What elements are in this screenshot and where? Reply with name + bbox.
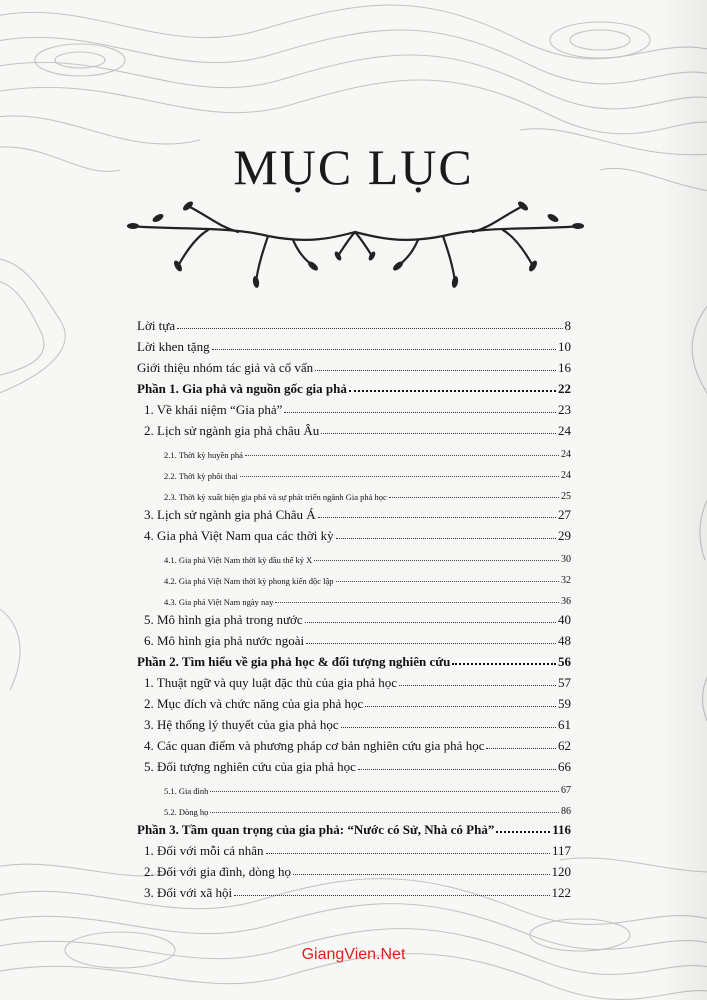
toc-entry[interactable] <box>137 670 571 691</box>
toc-page-number: 25 <box>561 491 571 502</box>
dot-leader <box>305 622 556 623</box>
toc-page-number: 32 <box>561 575 571 586</box>
dot-leader <box>486 748 556 749</box>
toc-entry-title: Phần 1. Gia phả và nguồn gốc gia phả <box>137 381 347 396</box>
toc-page-number: 36 <box>561 596 571 607</box>
dot-leader <box>358 769 556 770</box>
dot-leader <box>336 538 556 539</box>
toc-entry-title: Phần 2. Tìm hiểu về gia phả học & đối tượng nghiên cứu <box>137 654 451 669</box>
dot-leader <box>275 602 559 603</box>
toc-page-number: 8 <box>564 318 571 333</box>
toc-page-number: 10 <box>558 339 571 354</box>
toc-entry[interactable] <box>137 460 571 481</box>
toc-entry[interactable] <box>137 775 571 796</box>
dot-leader <box>341 727 556 728</box>
toc-page-number: 62 <box>558 738 571 753</box>
dot-leader <box>212 349 556 350</box>
toc-entry[interactable] <box>137 796 571 817</box>
toc-entry[interactable] <box>137 313 571 334</box>
toc-entry[interactable] <box>137 880 571 901</box>
dot-leader <box>452 663 556 665</box>
toc-entry[interactable] <box>137 691 571 712</box>
branch-ornament-icon <box>118 196 593 288</box>
toc-entry[interactable] <box>137 712 571 733</box>
toc-page-number: 22 <box>558 381 571 396</box>
toc-entry[interactable] <box>137 418 571 439</box>
toc-entry-title: 4. Gia phả Việt Nam qua các thời kỳ <box>144 528 334 543</box>
toc-entry-title: 2.2. Thời kỳ phôi thai <box>164 471 238 481</box>
toc-entry[interactable] <box>137 439 571 460</box>
toc-entry[interactable] <box>137 733 571 754</box>
toc-entry-title: Phần 3. Tầm quan trọng của gia phả: “Nước có Sử, Nhà có Phả” <box>137 822 495 837</box>
toc-page-number: 117 <box>551 843 571 858</box>
toc-part-heading[interactable] <box>137 817 571 838</box>
toc-page-number: 24 <box>558 423 571 438</box>
toc-entry-title: 2.1. Thời kỳ huyền phả <box>164 450 243 460</box>
toc-entry-title: 3. Lịch sử ngành gia phả Châu Á <box>144 507 316 522</box>
toc-entry[interactable] <box>137 397 571 418</box>
toc-entry-title: 4. Các quan điểm và phương pháp cơ bản nghiên cứu gia phả học <box>144 738 485 753</box>
toc-entry-title: 1. Thuật ngữ và quy luật đặc thù của gia phả học <box>144 675 398 690</box>
toc-entry-title: 2. Mục đích và chức năng của gia phả học <box>144 696 364 711</box>
toc-part-heading[interactable] <box>137 376 571 397</box>
dot-leader <box>365 706 556 707</box>
dot-leader <box>177 328 562 329</box>
toc-entry-title: 3. Đối với xã hội <box>144 885 233 900</box>
dot-leader <box>389 497 559 498</box>
toc-entry[interactable] <box>137 481 571 502</box>
dot-leader <box>234 895 549 896</box>
toc-entry-title: Lời khen tặng <box>137 339 210 354</box>
dot-leader <box>315 370 556 371</box>
toc-entry-title: Lời tựa <box>137 318 176 333</box>
toc-entry[interactable] <box>137 838 571 859</box>
dot-leader <box>284 412 556 413</box>
toc-entry-title: 2. Lịch sử ngành gia phả châu Âu <box>144 423 320 438</box>
toc-entry-title: Giới thiệu nhóm tác giả và cố vấn <box>137 360 314 375</box>
toc-entry-title: 3. Hệ thống lý thuyết của gia phả học <box>144 717 339 732</box>
toc-entry[interactable] <box>137 586 571 607</box>
toc-page-number: 120 <box>551 864 571 879</box>
toc-entry-title: 2. Đối với gia đình, dòng họ <box>144 864 291 879</box>
dot-leader <box>496 831 550 833</box>
toc-entry[interactable] <box>137 754 571 775</box>
dot-leader <box>318 517 556 518</box>
toc-page-number: 59 <box>558 696 571 711</box>
toc-entry-title: 6. Mô hình gia phả nước ngoài <box>144 633 305 648</box>
toc-page-number: 86 <box>561 806 571 817</box>
toc-entry-title: 5. Mô hình gia phả trong nước <box>144 612 303 627</box>
dot-leader <box>266 853 550 854</box>
dot-leader <box>336 581 559 582</box>
dot-leader <box>245 455 559 456</box>
toc-entry[interactable] <box>137 334 571 355</box>
dot-leader <box>349 390 556 392</box>
toc-page-number: 122 <box>551 885 571 900</box>
toc-entry[interactable] <box>137 502 571 523</box>
toc-entry-title: 4.2. Gia phả Việt Nam thời kỳ phong kiến độc lập <box>164 576 334 586</box>
toc-page-number: 24 <box>561 449 571 460</box>
toc-entry-title: 5.1. Gia đình <box>164 786 209 796</box>
toc-page-number: 61 <box>558 717 571 732</box>
toc-page-number: 23 <box>558 402 571 417</box>
toc-part-heading[interactable] <box>137 649 571 670</box>
toc-entry-title: 5. Đối tượng nghiên cứu của gia phả học <box>144 759 356 774</box>
toc-page-number: 40 <box>558 612 571 627</box>
watermark-site-name: GiangVien.Net <box>301 946 406 963</box>
page-title: MỤC LỤC <box>233 139 474 195</box>
table-of-contents <box>137 313 571 901</box>
toc-page-number: 67 <box>561 785 571 796</box>
dot-leader <box>293 874 550 875</box>
toc-entry-title: 1. Về khái niệm “Gia phả” <box>144 402 283 417</box>
toc-page-number: 29 <box>558 528 571 543</box>
toc-page-number: 30 <box>561 554 571 565</box>
toc-page-number: 27 <box>558 507 571 522</box>
toc-page-number: 56 <box>558 654 571 669</box>
dot-leader <box>210 812 559 813</box>
toc-entry-title: 5.2. Dòng họ <box>164 807 209 817</box>
dot-leader <box>399 685 556 686</box>
toc-entry[interactable] <box>137 544 571 565</box>
dot-leader <box>240 476 559 477</box>
toc-entry-title: 2.3. Thời kỳ xuất hiện gia phả và sự phát triển ngành Gia phả học <box>164 492 387 502</box>
dot-leader <box>314 560 559 561</box>
toc-entry[interactable] <box>137 565 571 586</box>
toc-page-number: 116 <box>552 822 571 837</box>
dot-leader <box>306 643 556 644</box>
toc-page-number: 57 <box>558 675 571 690</box>
toc-entry[interactable] <box>137 355 571 376</box>
toc-entry[interactable] <box>137 628 571 649</box>
toc-entry-title: 1. Đối với mỗi cá nhân <box>144 843 264 858</box>
toc-page-number: 16 <box>558 360 571 375</box>
toc-entry[interactable] <box>137 607 571 628</box>
dot-leader <box>321 433 556 434</box>
toc-page-number: 66 <box>558 759 571 774</box>
dot-leader <box>210 791 559 792</box>
toc-entry-title: 4.3. Gia phả Việt Nam ngày nay <box>164 597 274 607</box>
toc-entry[interactable] <box>137 859 571 880</box>
toc-entry-title: 4.1. Gia phả Việt Nam thời kỳ đầu thế kỷ X <box>164 555 313 565</box>
toc-page-number: 48 <box>558 633 571 648</box>
toc-page-number: 24 <box>561 470 571 481</box>
toc-entry[interactable] <box>137 523 571 544</box>
